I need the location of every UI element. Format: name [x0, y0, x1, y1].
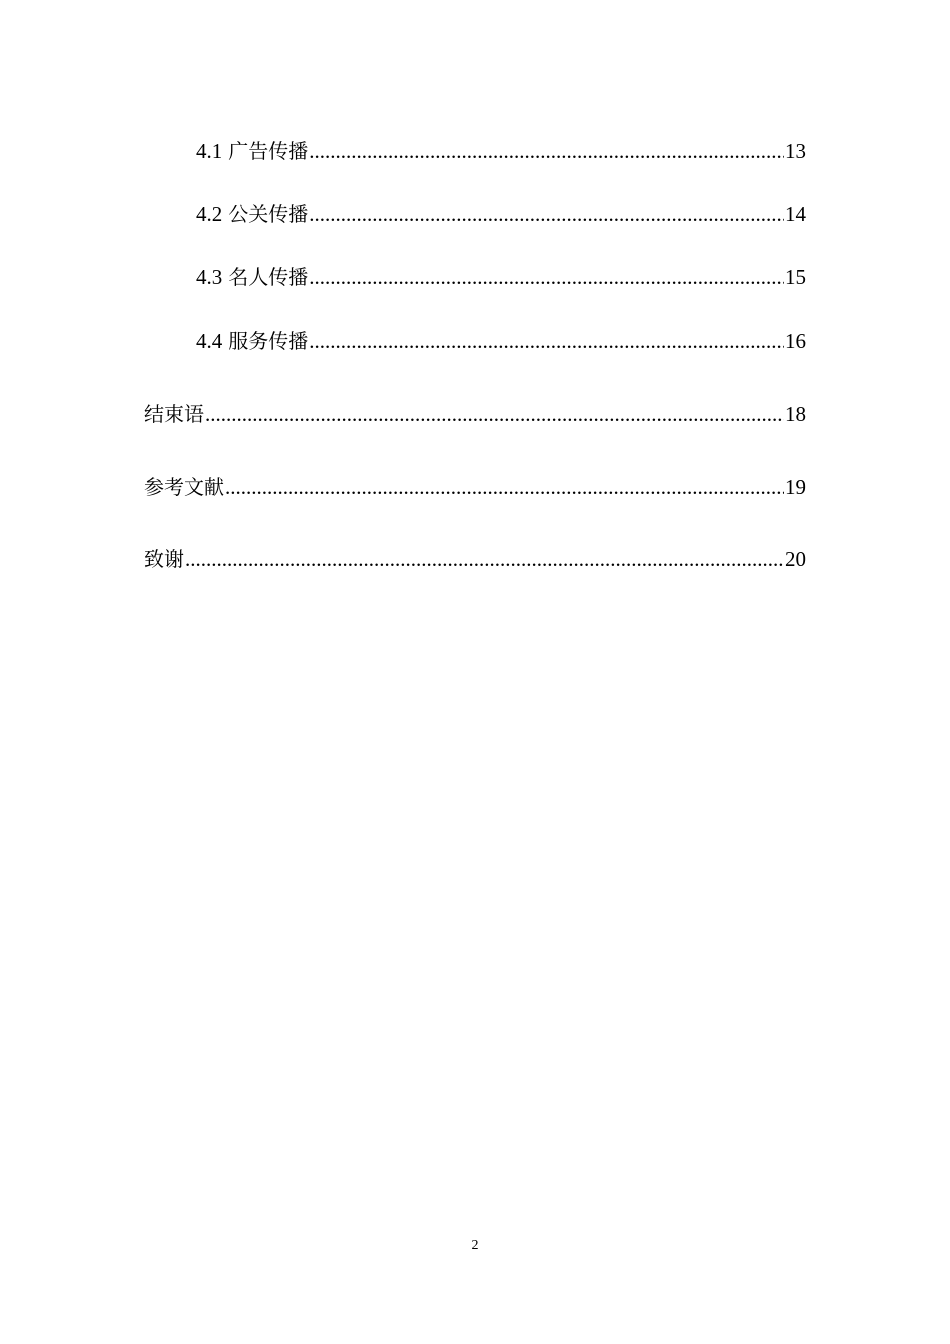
toc-entry-page: 16	[785, 329, 806, 353]
toc-entry-title: 参考文献	[144, 475, 224, 499]
page-number: 2	[471, 1238, 479, 1253]
toc-entry-number: 4.3	[196, 265, 223, 289]
toc-entry-references[interactable]	[144, 472, 806, 502]
toc-entry-page: 18	[785, 402, 806, 426]
toc-entry-4-1[interactable]	[196, 136, 806, 166]
toc-dot-leader	[309, 262, 784, 292]
toc-entry-page: 13	[785, 139, 806, 163]
toc-entry-title: 广告传播	[228, 139, 309, 163]
toc-entry-4-2[interactable]	[196, 199, 806, 229]
toc-dot-leader	[309, 199, 784, 229]
toc-entry-number: 4.1	[196, 139, 223, 163]
toc-dot-leader	[225, 472, 784, 502]
toc-entry-page: 20	[785, 547, 806, 571]
toc-dot-leader	[309, 136, 784, 166]
toc-entry-title: 名人传播	[228, 265, 309, 289]
toc-entry-page: 19	[785, 475, 806, 499]
toc-entry-4-4[interactable]	[196, 326, 806, 356]
toc-entry-title: 公关传播	[228, 202, 309, 226]
toc-entry-conclusion[interactable]	[144, 399, 806, 429]
toc-entry-number: 4.4	[196, 329, 223, 353]
toc-entry-4-3[interactable]	[196, 262, 806, 292]
toc-entry-page: 14	[785, 202, 806, 226]
toc-entry-title: 服务传播	[228, 329, 309, 353]
toc-entry-number: 4.2	[196, 202, 223, 226]
toc-dot-leader	[205, 399, 784, 429]
toc-entry-page: 15	[785, 265, 806, 289]
toc-entry-title: 结束语	[144, 402, 204, 426]
toc-dot-leader	[309, 326, 784, 356]
toc-entry-title: 致谢	[144, 547, 184, 571]
toc-entry-acknowledgements[interactable]	[144, 544, 806, 574]
toc-dot-leader	[185, 544, 784, 574]
